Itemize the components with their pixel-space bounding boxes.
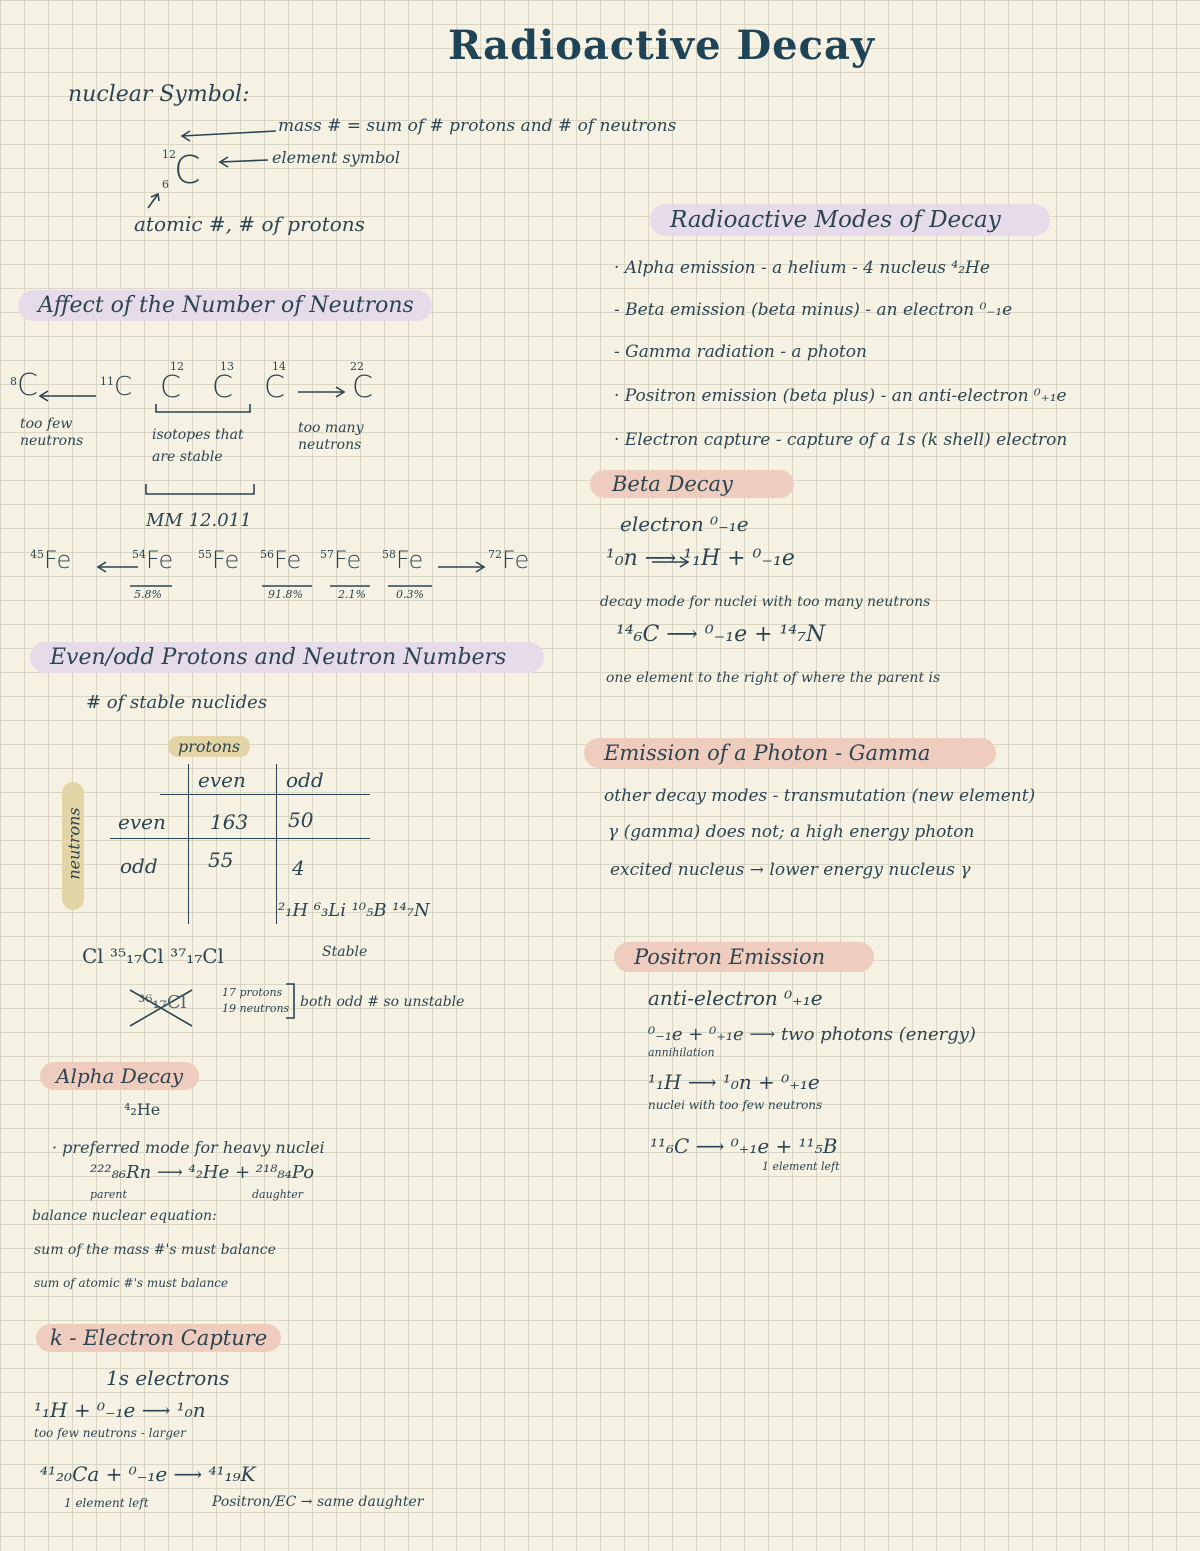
iron-45-mass: 45 [30, 548, 44, 561]
cell-even-even: 163 [210, 810, 249, 834]
col-header-odd: odd [286, 768, 324, 792]
iron-45 [30, 546, 71, 574]
alpha-heading: Alpha Decay [40, 1062, 199, 1090]
iron-55 [198, 546, 239, 574]
ec-1s-electrons: 1s electrons [106, 1366, 230, 1390]
gamma-line-1: other decay modes - transmutation (new element) [604, 786, 1036, 806]
alpha-symbol: ⁴₂He [124, 1100, 161, 1119]
neutrons-label-bg [62, 782, 84, 910]
iron-57-abundance: 2.1% [338, 588, 366, 601]
mass-rule: sum of the mass #'s must balance [34, 1242, 276, 1258]
alpha-parent-label: parent [90, 1188, 127, 1201]
beta-equation-2: ¹⁴₆C ⟶ ⁰₋₁e + ¹⁴₇N [616, 622, 826, 647]
chlorine-36-crossed: ³⁶₁₇Cl [138, 992, 187, 1013]
element-symbol-label: element symbol [272, 148, 400, 167]
beta-equation-1: ¹₀n ⟶ ¹₁H + ⁰₋₁e [606, 546, 795, 571]
iron-72-symbol: Fe [502, 546, 530, 574]
alpha-heavy-nuclei: · preferred mode for heavy nuclei [52, 1138, 325, 1157]
mode-electron-capture: · Electron capture - capture of a 1s (k shell) electron [614, 430, 1068, 450]
carbon-13-mass: 13 [220, 360, 234, 373]
isotopes-label: isotopes that are stable [152, 427, 244, 465]
iron-58-abundance: 0.3% [396, 588, 424, 601]
carbon-11 [100, 372, 132, 402]
iron-56-symbol: Fe [274, 546, 302, 574]
iron-54-mass: 54 [132, 548, 146, 561]
iron-72 [488, 546, 529, 574]
protons-label: protons [168, 736, 250, 757]
cell-odd-odd: 4 [292, 856, 305, 880]
mass-number: 12 [162, 148, 176, 161]
row-label-odd: odd [120, 854, 158, 878]
mode-gamma: - Gamma radiation - a photon [614, 342, 867, 362]
beta-right-of-parent: one element to the right of where the parent is [606, 670, 941, 686]
iron-54-abundance: 5.8% [134, 588, 162, 601]
positron-equation-1: ⁰₋₁e + ⁰₊₁e ⟶ two photons (energy) [648, 1024, 976, 1045]
iron-57-mass: 57 [320, 548, 334, 561]
iron-58-symbol: Fe [396, 546, 424, 574]
balance-label: balance nuclear equation: [32, 1208, 217, 1224]
mode-alpha: · Alpha emission - a helium - 4 nucleus ⁴₂He [614, 258, 990, 278]
molar-mass-label: MM 12.011 [146, 510, 252, 531]
positron-equation-3: ¹¹₆C ⟶ ⁰₊₁e + ¹¹₅B [650, 1134, 838, 1158]
atomic-number-label: atomic #, # of protons [134, 212, 365, 236]
page-title: Radioactive Decay [448, 22, 876, 69]
gamma-heading: Emission of a Photon - Gamma [584, 738, 996, 768]
crossed-note-neutrons: 19 neutrons [222, 1002, 290, 1015]
positron-anti-electron: anti-electron ⁰₊₁e [648, 986, 823, 1010]
carbon-22-symbol: C [352, 370, 373, 405]
carbon-14-mass: 14 [272, 360, 286, 373]
crossed-note: both odd # so unstable [300, 994, 465, 1010]
nuclear-symbol-heading: nuclear Symbol: [68, 82, 250, 107]
odd-odd-nuclides: ²₁H ⁶₃Li ¹⁰₅B ¹⁴₇N [278, 900, 430, 921]
iron-58-mass: 58 [382, 548, 396, 561]
iron-54 [132, 546, 174, 601]
cell-even-odd: 50 [288, 808, 314, 832]
carbon-12-mass: 12 [170, 360, 184, 373]
col-header-even: even [198, 768, 246, 792]
element-symbol: C [174, 148, 201, 192]
annihilation-label: annihilation [648, 1046, 715, 1059]
stable-nuclides-subheading: # of stable nuclides [86, 692, 268, 713]
iron-57 [320, 546, 366, 601]
iron-72-mass: 72 [488, 548, 502, 561]
ec-note-3: Positron/EC → same daughter [212, 1494, 424, 1510]
positron-note-2: nuclei with too few neutrons [648, 1098, 823, 1112]
atomic-rule: sum of atomic #'s must balance [34, 1276, 229, 1290]
carbon-22-mass: 22 [350, 360, 364, 373]
iron-56-abundance: 91.8% [268, 588, 303, 601]
gamma-line-2: γ (gamma) does not; a high energy photon [608, 822, 975, 842]
carbon-8 [10, 368, 38, 403]
crossed-note-protons: 17 protons [222, 986, 283, 999]
mode-positron: · Positron emission (beta plus) - an anti-electron ⁰₊₁e [614, 386, 1067, 406]
carbon-11-mass: 11 [100, 375, 114, 388]
iron-57-symbol: Fe [334, 546, 362, 574]
too-few-neutrons-label: too few neutrons [20, 416, 84, 449]
positron-equation-2: ¹₁H ⟶ ¹₀n + ⁰₊₁e [648, 1070, 820, 1094]
too-many-neutrons-label: too many neutrons [298, 420, 364, 453]
mode-beta: - Beta emission (beta minus) - an electron ⁰₋₁e [614, 300, 1013, 320]
neutrons-label: neutrons [64, 807, 84, 880]
atomic-number: 6 [162, 178, 169, 191]
ec-note-2: 1 element left [64, 1496, 149, 1510]
mass-number-label: mass # = sum of # protons and # of neutrons [278, 116, 677, 136]
chlorine-isotopes: Cl ³⁵₁₇Cl ³⁷₁₇Cl [82, 944, 224, 968]
beta-electron: electron ⁰₋₁e [620, 512, 749, 536]
carbon-12-symbol: C [160, 370, 181, 405]
iron-58 [382, 546, 424, 601]
carbon-13-symbol: C [212, 370, 233, 405]
carbon-8-symbol: C [17, 368, 38, 403]
iron-45-symbol: Fe [44, 546, 72, 574]
ec-equation-1: ¹₁H + ⁰₋₁e ⟶ ¹₀n [34, 1398, 206, 1422]
row-label-even: even [118, 810, 166, 834]
alpha-equation: ²²²₈₆Rn ⟶ ⁴₂He + ²¹⁸₈₄Po [90, 1162, 315, 1183]
electron-capture-heading: k - Electron Capture [36, 1324, 281, 1352]
carbon-8-mass: 8 [10, 375, 17, 388]
positron-note-3: 1 element left [762, 1160, 840, 1173]
iron-55-mass: 55 [198, 548, 212, 561]
beta-decay-mode: decay mode for nuclei with too many neutrons [600, 594, 931, 610]
iron-56 [260, 546, 303, 601]
neutrons-heading: Affect of the Number of Neutrons [18, 290, 432, 321]
ec-equation-2: ⁴¹₂₀Ca + ⁰₋₁e ⟶ ⁴¹₁₉K [40, 1462, 256, 1486]
ec-note-1: too few neutrons - larger [34, 1426, 186, 1440]
alpha-daughter-label: daughter [252, 1188, 303, 1201]
iron-54-symbol: Fe [146, 546, 174, 574]
cell-odd-even: 55 [208, 848, 234, 872]
modes-heading: Radioactive Modes of Decay [650, 204, 1050, 236]
even-odd-heading: Even/odd Protons and Neutron Numbers [30, 642, 544, 673]
positron-heading: Positron Emission [614, 942, 874, 972]
carbon-11-symbol: C [114, 372, 133, 402]
gamma-line-3: excited nucleus → lower energy nucleus γ [610, 860, 971, 880]
carbon-14-symbol: C [264, 370, 285, 405]
stable-label: Stable [322, 944, 368, 960]
iron-55-symbol: Fe [212, 546, 240, 574]
iron-56-mass: 56 [260, 548, 274, 561]
beta-heading: Beta Decay [590, 470, 794, 498]
